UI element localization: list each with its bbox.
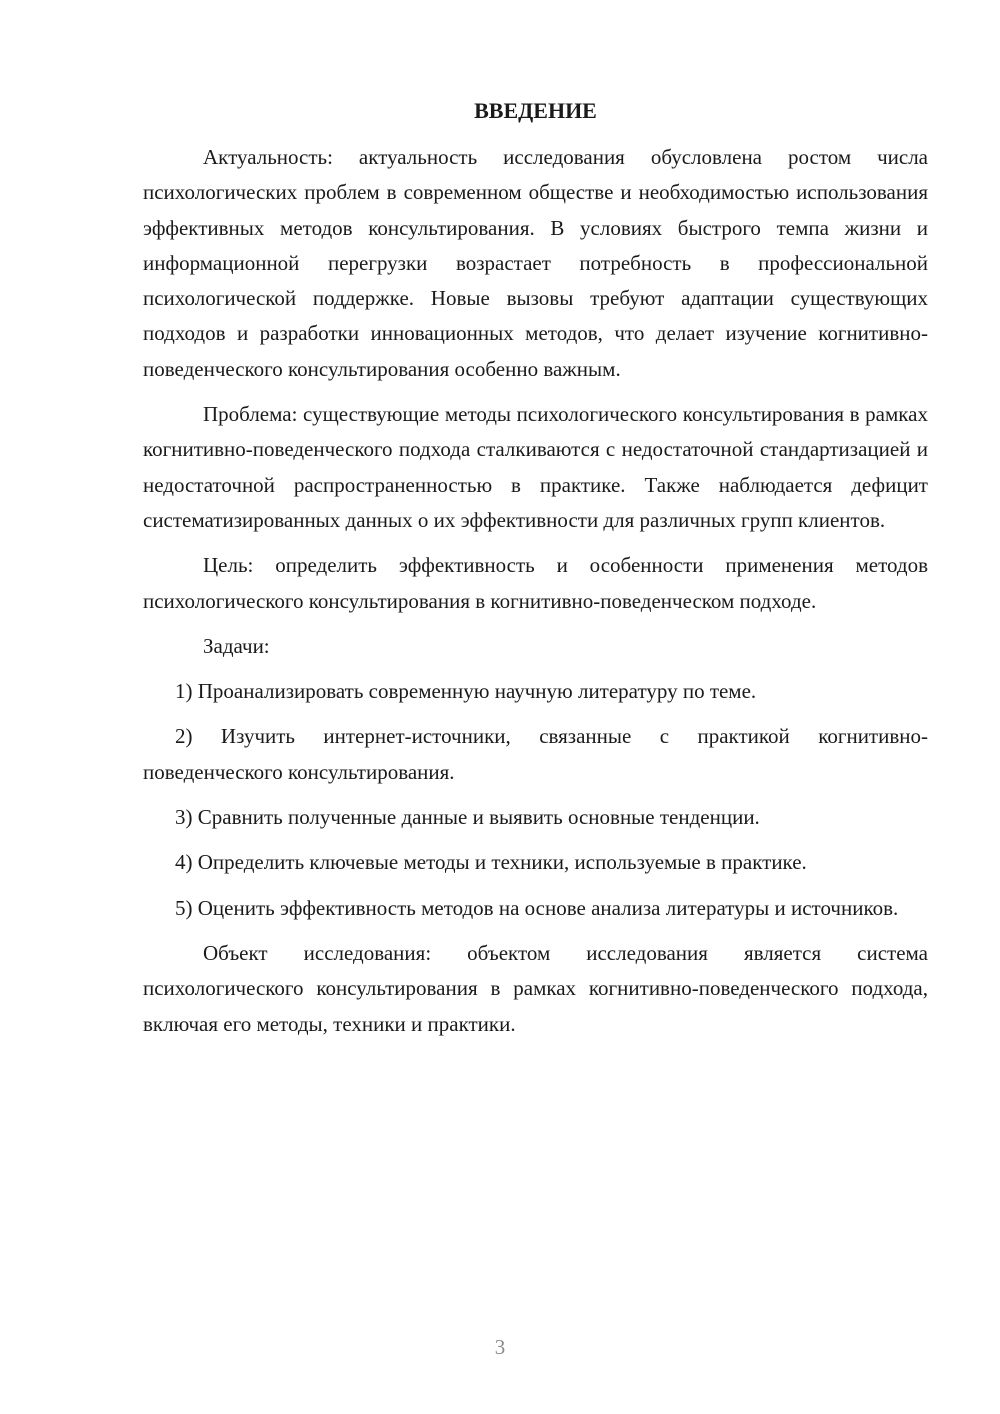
task-item-5: 5) Оценить эффективность методов на основе анализа литературы и источников. [175,895,899,920]
page-content [143,93,928,1052]
task-item-1: 1) Проанализировать современную научную литературу по теме. [175,679,757,704]
paragraph-relevance: Актуальность: актуальность исследования обусловлена ростом числа психологических проблем в современном обществе и необходимостью использования эффективных методов консультирования. В условиях быстрого темпа жизни и информационной перегрузки возрастает потребность в профессиональной психологической поддержке. Новые вызовы требуют адаптации существующих подходов и разработки инновационных методов, что делает изучение когнитивно-поведенческого консультирования особенно важным. [143,145,928,381]
paragraph-object: Объект исследования: объектом исследования является система психологического консультирования в рамках когнитивно-поведенческого подхода, включая его методы, техники и практики. [143,940,928,1036]
paragraph-problem: Проблема: существующие методы психологического консультирования в рамках когнитивно-поведенческого подхода сталкиваются с недостаточной стандартизацией и недостаточной распространенностью в практике. Также наблюдается дефицит систематизированных данных о их эффективности для различных групп клиентов. [143,402,928,532]
task-item-2: 2) Изучить интернет-источники, связанные с практикой когнитивно-поведенческого консультирования. [143,724,928,784]
task-item-3: 3) Сравнить полученные данные и выявить основные тенденции. [175,805,760,830]
paragraph-goal: Цель: определить эффективность и особенности применения методов психологического консультирования в когнитивно-поведенческом подходе. [143,553,928,613]
tasks-label: Задачи: [203,633,270,658]
page-number: 3 [494,1335,506,1359]
section-heading: ВВЕДЕНИЕ [474,98,597,123]
task-item-4: 4) Определить ключевые методы и техники, используемые в практике. [175,850,807,875]
